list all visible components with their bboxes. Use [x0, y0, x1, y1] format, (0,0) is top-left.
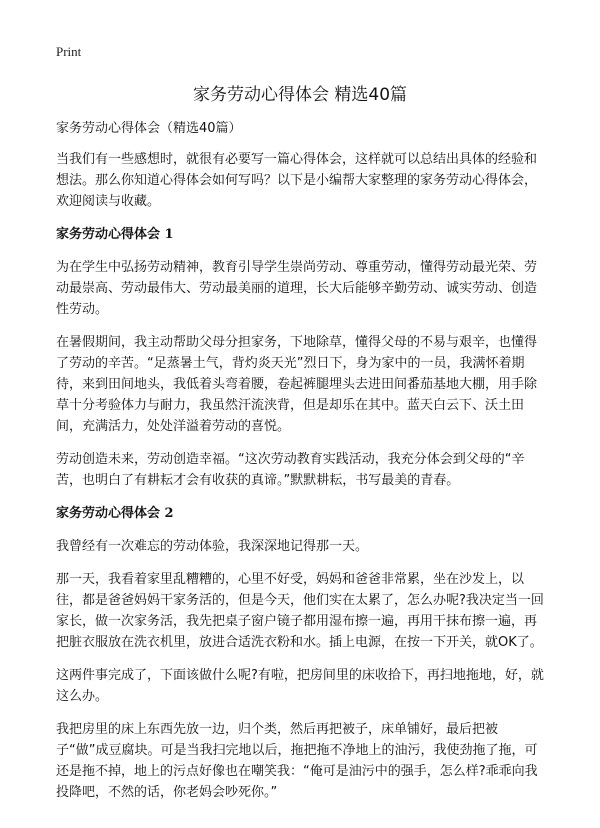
section1-paragraph-1: 为在学生中弘扬劳动精神，教育引导学生崇尚劳动、尊重劳动，懂得劳动最光荣、劳动最崇高、劳动最伟大、劳动最美丽的道理，长大后能够辛勤劳动、诚实劳动、创造性劳动。 [56, 260, 538, 317]
intro-paragraph: 当我们有一些感想时，就很有必要写一篇心得体会，这样就可以总结出具体的经验和想法。那么你知道心得体会如何写吗？以下是小编帮大家整理的家务劳动心得体会，欢迎阅读与收藏。 [56, 152, 538, 209]
print-link[interactable]: Print [56, 44, 82, 59]
section2-paragraph-1: 我曾经有一次难忘的劳动体验，我深深地记得那一天。 [56, 539, 369, 554]
section2-paragraph-2: 那一天，我看着家里乱糟糟的，心里不好受，妈妈和爸爸非常累，坐在沙发上，以往，都是爸爸妈妈干家务活的，但是今天，他们实在太累了，怎么办呢?我决定当一回家长，做一次家务活，我先把桌子窗户镜子都用湿布擦一遍，再用干抹布擦一遍，再把脏衣服放在洗衣机里，放进合适洗衣粉和水。插上电源，在按一下开关，就OK了。 [56, 572, 544, 650]
article-subtitle: 家务劳动心得体会（精选40篇） [56, 121, 242, 136]
section1-paragraph-2: 在暑假期间，我主动帮助父母分担家务，下地除草，懂得父母的不易与艰辛，也懂得了劳动的辛苦。“足蒸暑土气，背灼炎天光”烈日下，身为家中的一员，我满怀着期待，来到田间地头，我低着头弯着腰，卷起裤腿埋头去进田间番茄基地大棚，用手除草十分考验体力与耐力，我虽然汗流浃背，但是却乐在其中。蓝天白云下、沃土田间，充满活力，处处洋溢着劳动的喜悦。 [56, 335, 538, 434]
section1-paragraph-3: 劳动创造未来，劳动创造幸福。“这次劳动教育实践活动，我充分体会到父母的“辛苦，也明白了有耕耘才会有收获的真谛。”默默耕耘，书写最美的青春。 [56, 452, 525, 488]
article-body [56, 118, 546, 815]
page-title: 家务劳动心得体会 精选40篇 [192, 85, 408, 105]
section2-paragraph-3: 这两件事完成了，下面该做什么呢?有啦，把房间里的床收拾下，再扫地拖地，好，就这么办。 [56, 668, 544, 704]
section-heading-2: 家务劳动心得体会 2 [56, 506, 174, 521]
section2-paragraph-4: 我把房里的床上东西先放一边，归个类，然后再把被子，床单铺好，最后把被子“做”成豆腐块。可是当我扫完地以后，拖把拖不净地上的油污，我使劲拖了拖，可还是拖不掉，地上的污点好像也在嘲笑我：“俺可是油污中的强手，怎么样?乖乖向我投降吧，不然的话，你老妈会吵死你。” [56, 722, 538, 800]
section-heading-1: 家务劳动心得体会 1 [56, 227, 174, 242]
